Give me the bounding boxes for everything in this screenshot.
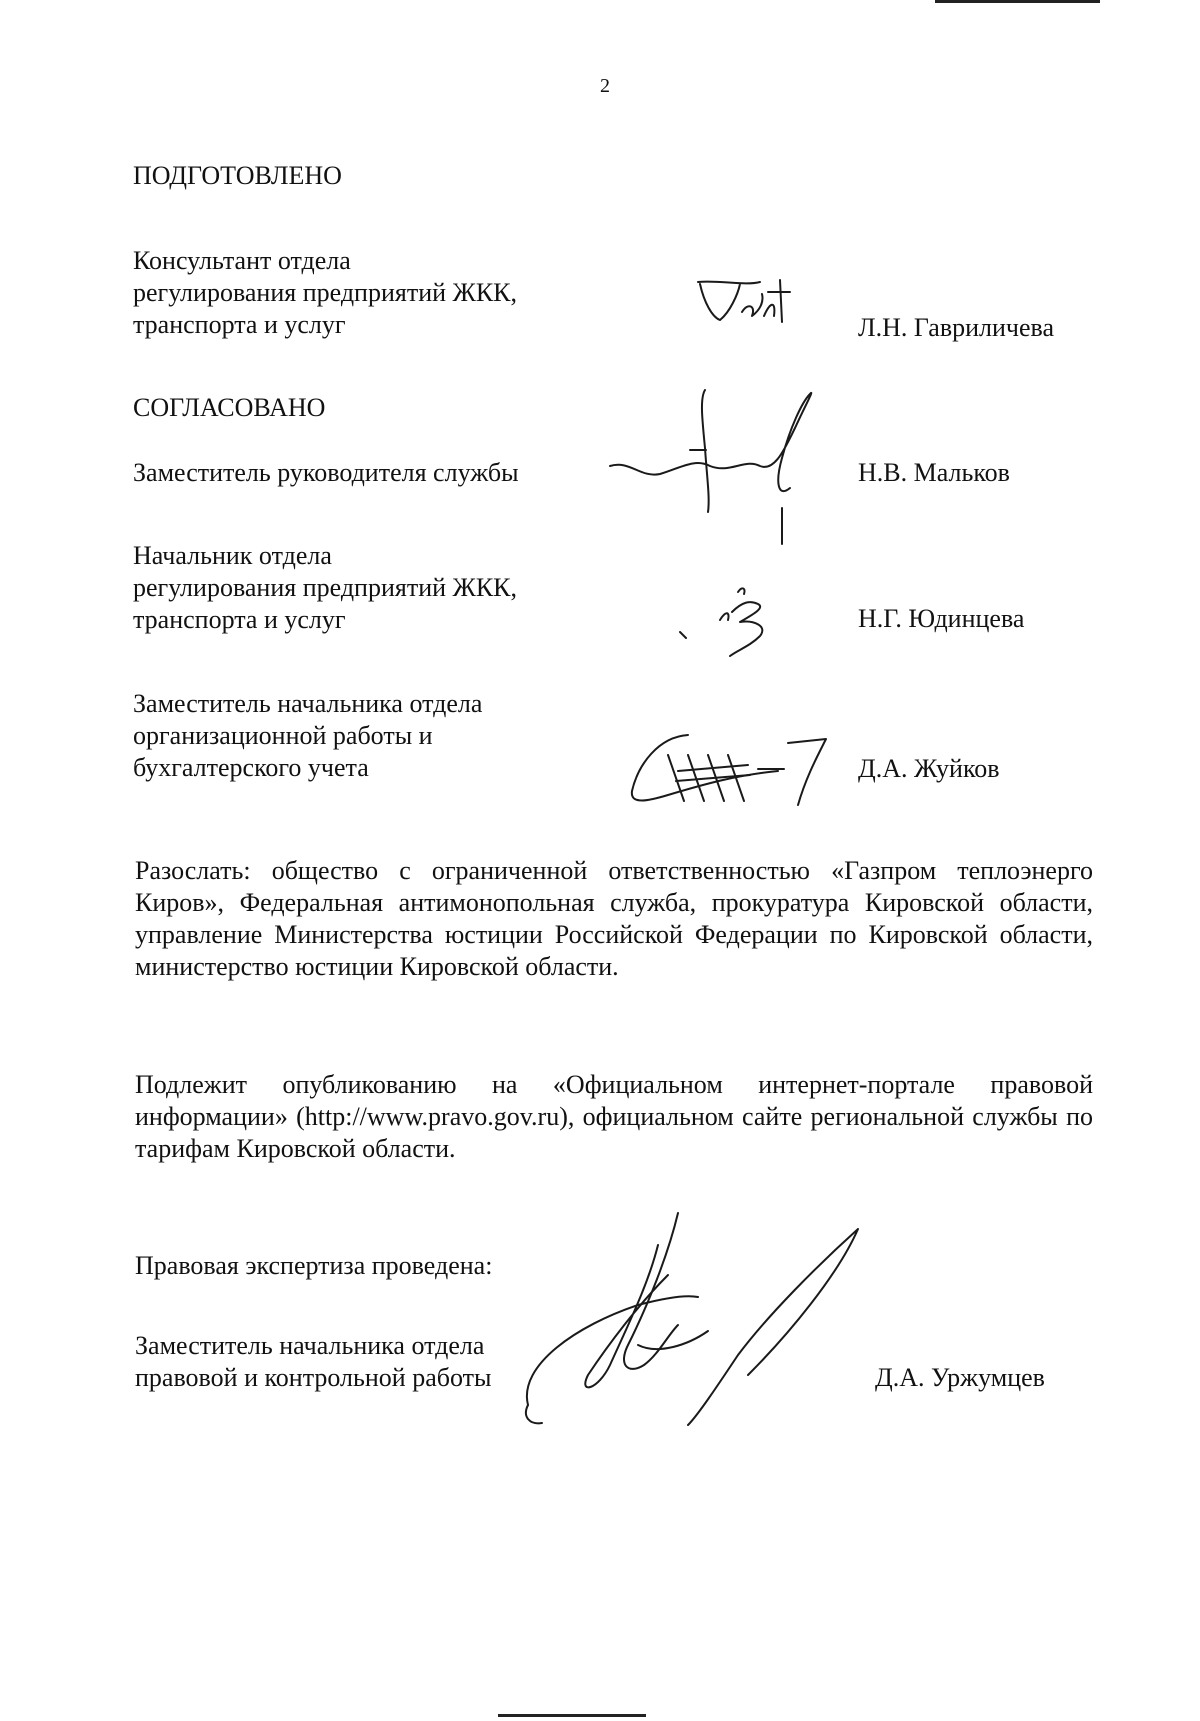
position-line: Заместитель начальника отдела <box>135 1331 485 1360</box>
agreed-heading: СОГЛАСОВАНО <box>133 393 326 422</box>
prepared-heading: ПОДГОТОВЛЕНО <box>133 161 342 190</box>
scan-edge-mark <box>498 1714 646 1717</box>
position-line: организационной работы и <box>133 721 433 750</box>
agreed-position-1 <box>133 457 519 489</box>
position-line: бухгалтерского учета <box>133 753 369 782</box>
signer-name: Н.Г. Юдинцева <box>858 604 1025 633</box>
page-number: 2 <box>600 75 610 97</box>
signer-name: Л.Н. Гавриличева <box>858 313 1055 342</box>
signature-zhuikov <box>628 725 843 815</box>
agreed-position-3 <box>133 688 482 784</box>
legal-review-position <box>135 1330 491 1394</box>
position-line: транспорта и услуг <box>133 605 346 634</box>
position-line: регулирования предприятий ЖКК, <box>133 278 518 307</box>
prepared-position <box>133 245 517 341</box>
signature-yudintseva <box>680 580 810 660</box>
scan-edge-mark <box>935 0 1100 3</box>
signature-gavrilicheva <box>690 272 800 342</box>
publication-paragraph: Подлежит опубликованию на «Официальном интернет-портале правовой информации» (http://www.pravo.gov.ru), официальном сайте региональной службы по тарифам Кировской области. <box>135 1070 1093 1163</box>
position-line: Заместитель руководителя службы <box>133 458 519 487</box>
position-line: правовой и контрольной работы <box>135 1363 492 1392</box>
position-line: Заместитель начальника отдела <box>133 689 483 718</box>
position-line: транспорта и услуг <box>133 310 346 339</box>
position-line: Начальник отдела <box>133 541 332 570</box>
position-line: регулирования предприятий ЖКК, <box>133 573 518 602</box>
signature-malkov <box>610 388 850 548</box>
legal-review-heading: Правовая экспертиза проведена: <box>135 1251 493 1280</box>
distribution-paragraph: Разослать: общество с ограниченной ответственностью «Газпром теплоэнерго Киров», Федеральная антимонопольная служба, прокуратура Кировской области, управление Министерства юстиции Российской Федерации по Кировской области, министерство юстиции Кировской области. <box>135 856 1093 981</box>
signer-name: Д.А. Уржумцев <box>875 1363 1045 1392</box>
signer-name: Н.В. Мальков <box>858 458 1010 487</box>
signer-name: Д.А. Жуйков <box>858 754 1000 783</box>
position-line: Консультант отдела <box>133 246 351 275</box>
signature-urzhumtsev <box>518 1205 858 1435</box>
agreed-position-2 <box>133 540 517 636</box>
